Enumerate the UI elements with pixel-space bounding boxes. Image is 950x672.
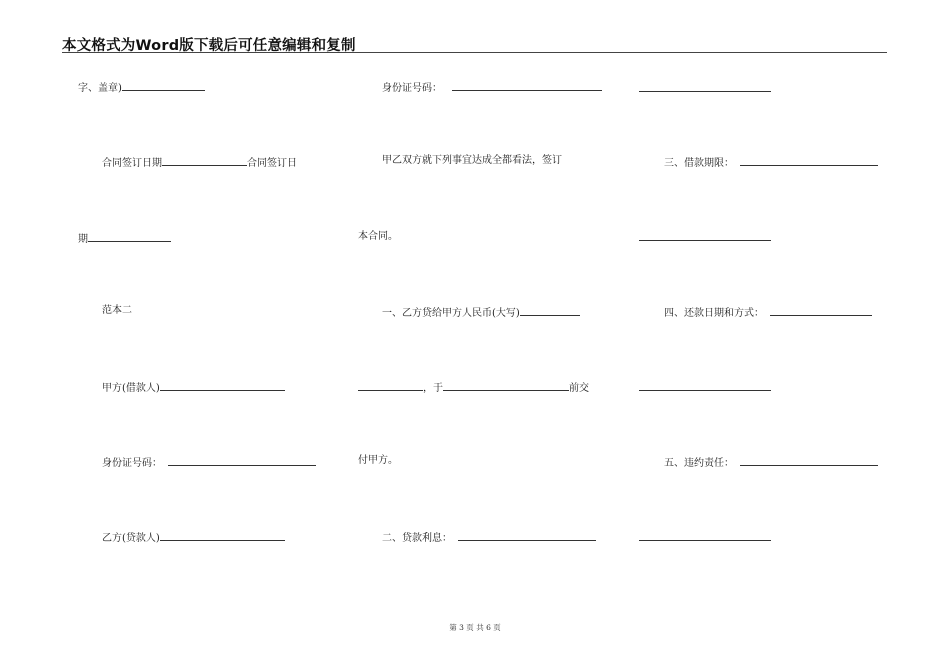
party-b-blank: [160, 529, 285, 541]
sample-two-heading: 范本二: [102, 305, 132, 316]
col1-line-party-a: [102, 379, 285, 396]
col3-blank-3: [639, 390, 771, 391]
date-cont-blank: [88, 230, 171, 242]
col2-id-number-label: 身份证号码：: [382, 83, 442, 94]
col1-line-date-cont: [78, 230, 171, 247]
col2-line-delivery: [358, 379, 589, 396]
sign-date-label: 合同签订日期: [102, 158, 162, 169]
col1-line-party-b: [102, 529, 285, 546]
page-header-title: 本文格式为Word版下载后可任意编辑和复制: [62, 38, 356, 54]
col1-line-sign-date: [102, 154, 297, 171]
col2-line-interest: [382, 529, 596, 546]
col3-blank-1: [639, 91, 771, 92]
agreement-intro-end: 本合同。: [358, 231, 398, 242]
page-number-footer: 第 3 页 共 6 页: [449, 623, 501, 632]
loan-term-label: 三、借款期限：: [664, 158, 734, 169]
date-cont-text: 期: [78, 234, 88, 245]
delivery-date-blank: [443, 379, 569, 391]
delivery-before-text: 前交: [569, 383, 589, 394]
interest-blank: [458, 529, 596, 541]
sign-date-label-2: 合同签订日: [247, 158, 297, 169]
delivery-amount-blank: [358, 379, 423, 391]
repayment-blank: [770, 304, 872, 316]
id-number-label: 身份证号码：: [102, 458, 162, 469]
repayment-label: 四、还款日期和方式：: [664, 308, 764, 319]
interest-label: 二、贷款利息：: [382, 533, 452, 544]
agreement-intro-text: 甲乙双方就下列事宜达成全都看法，签订: [382, 155, 562, 166]
col3-line-loan-term: [664, 154, 878, 171]
breach-blank: [740, 454, 878, 466]
col1-line-signature: [78, 79, 205, 96]
col2-id-number-blank: [452, 79, 602, 91]
party-a-label: 甲方(借款人): [102, 383, 160, 394]
signature-text: 字、盖章): [78, 83, 122, 94]
col3-line-repayment: [664, 304, 872, 321]
col1-line-id-number: [102, 454, 316, 471]
delivery-to-party-a: 付甲方。: [358, 455, 398, 466]
loan-amount-blank: [520, 304, 580, 316]
id-number-blank: [168, 454, 316, 466]
col2-line-id-number: [382, 79, 602, 96]
signature-blank: [122, 79, 205, 91]
breach-label: 五、违约责任：: [664, 458, 734, 469]
loan-term-blank: [740, 154, 878, 166]
header-divider: [62, 52, 887, 53]
sign-date-blank: [162, 154, 247, 166]
party-b-label: 乙方(贷款人): [102, 533, 160, 544]
delivery-at-text: ，于: [423, 383, 443, 394]
col3-blank-4: [639, 540, 771, 541]
loan-amount-label: 一、乙方贷给甲方人民币(大写): [382, 308, 520, 319]
col3-blank-2: [639, 240, 771, 241]
col3-line-breach: [664, 454, 878, 471]
col2-line-loan-amount: [382, 304, 580, 321]
party-a-blank: [160, 379, 285, 391]
